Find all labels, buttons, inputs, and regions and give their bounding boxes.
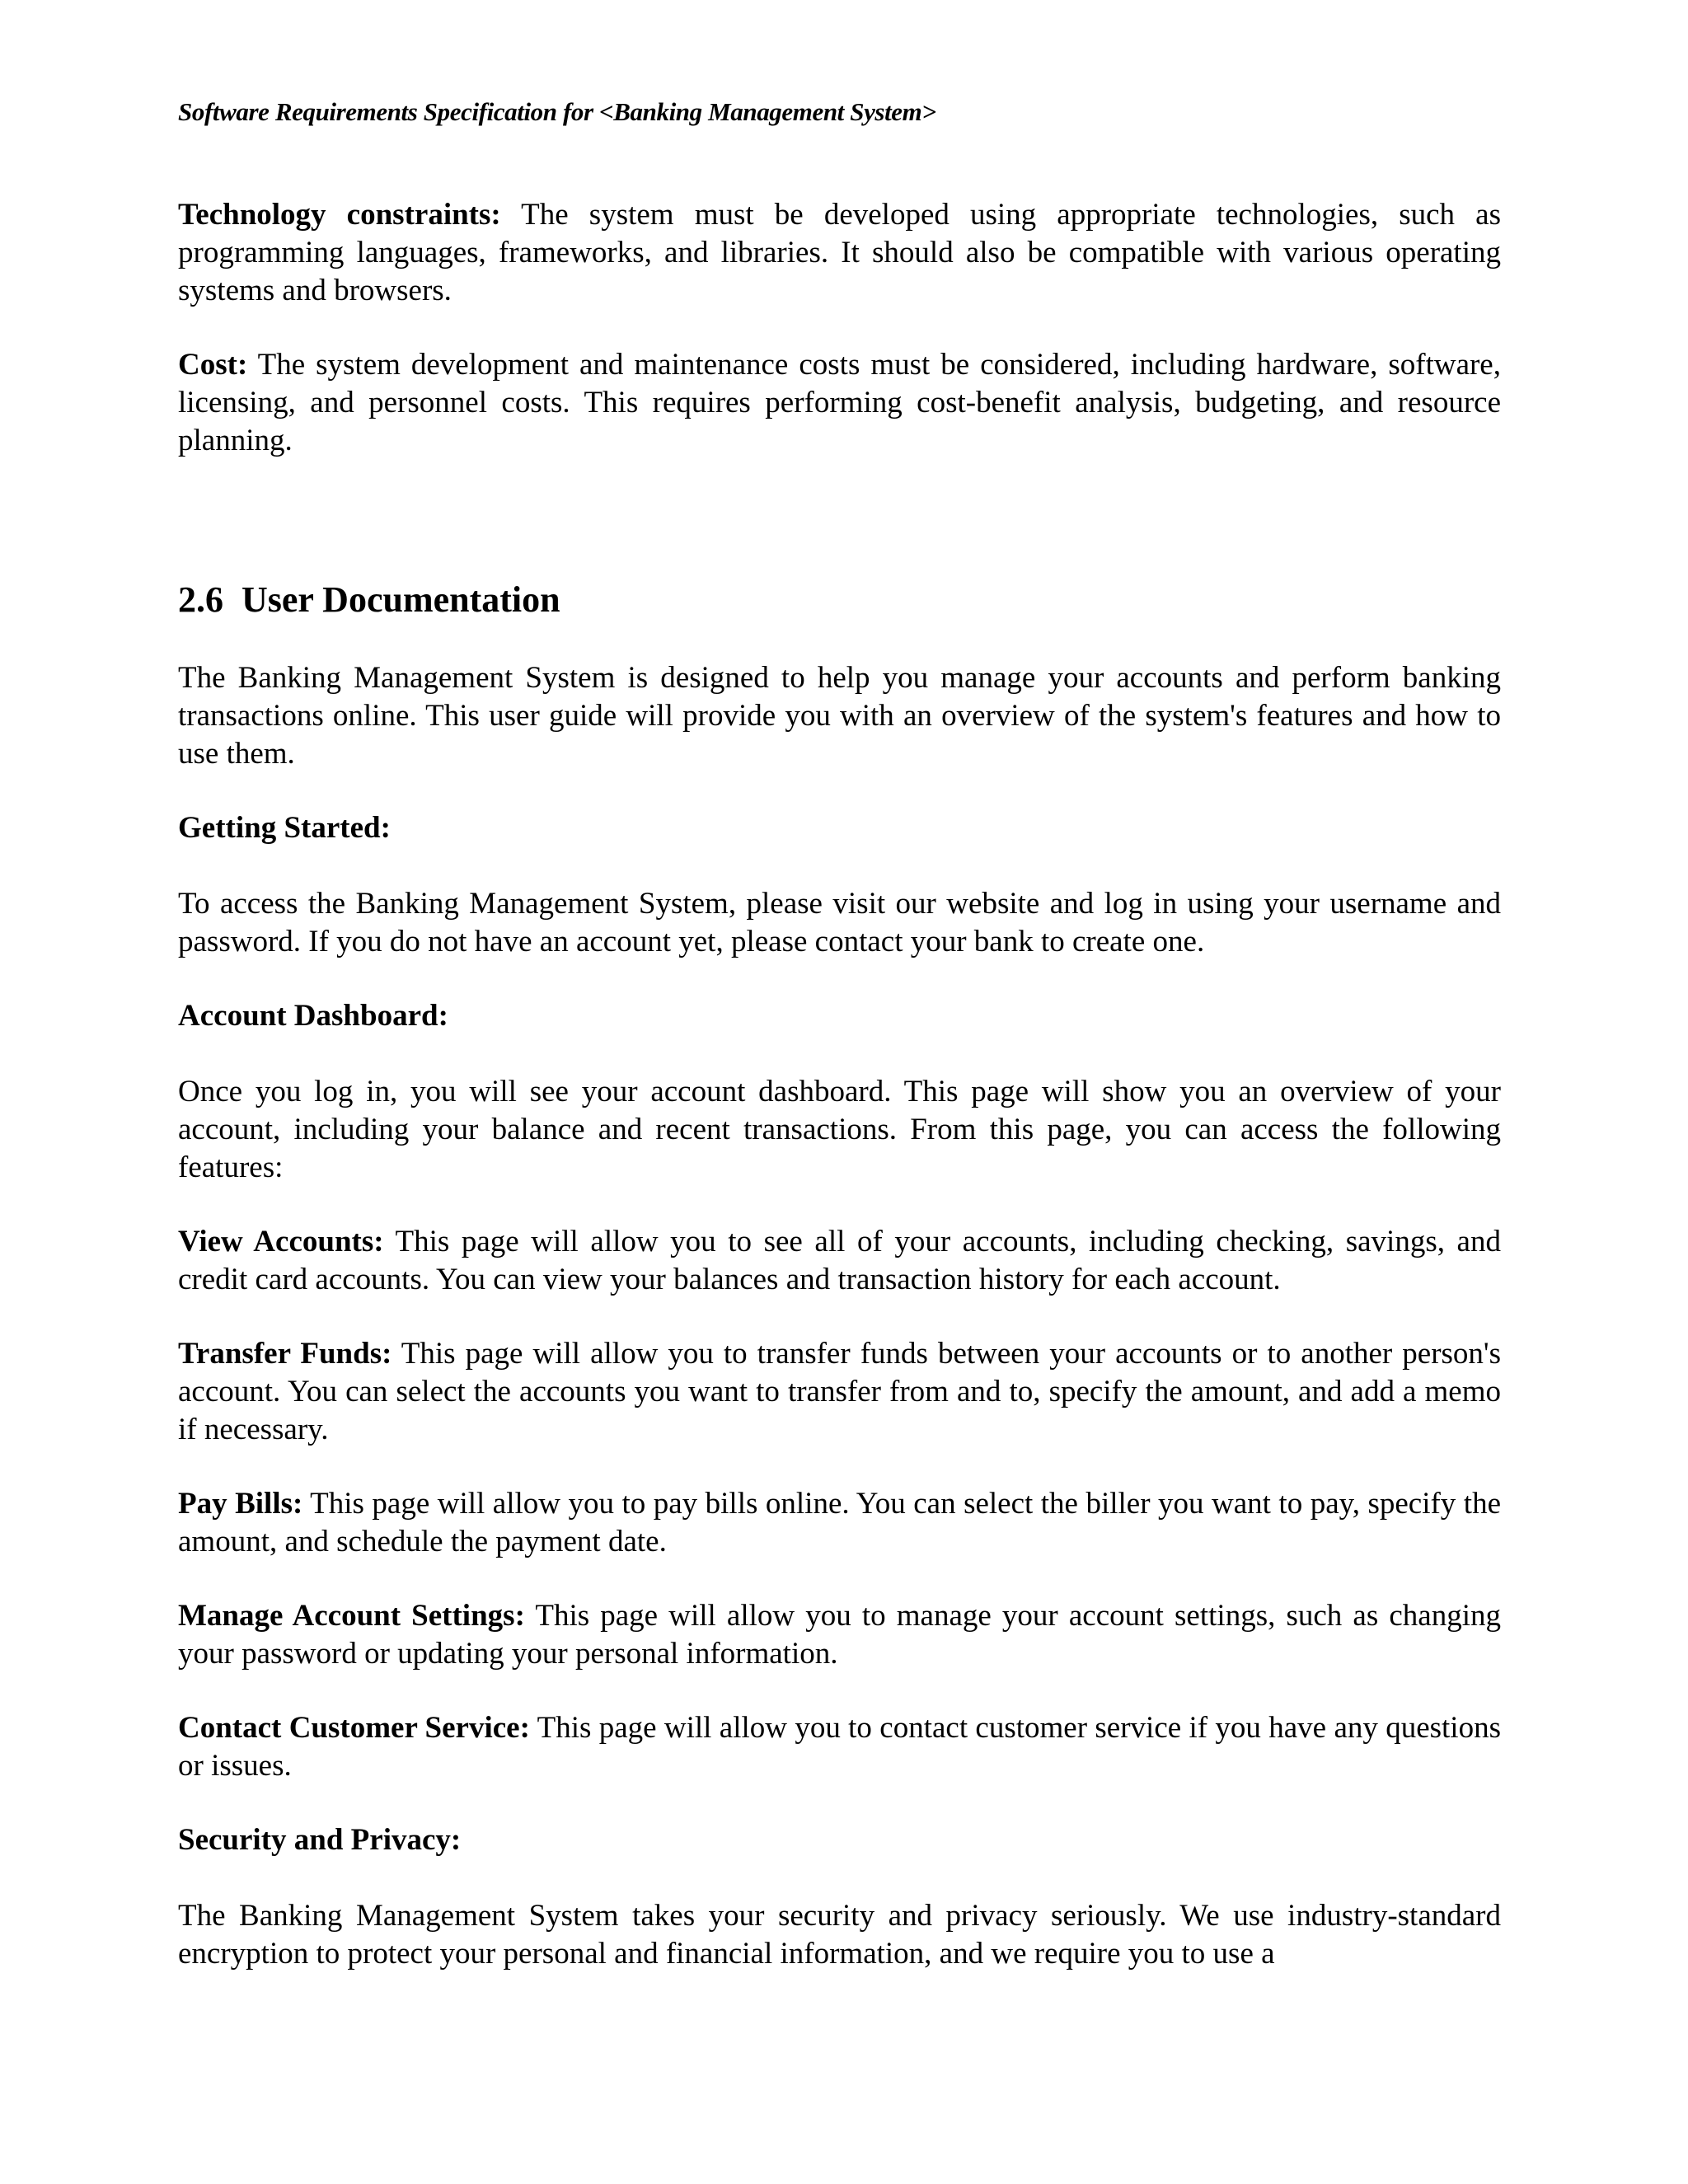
- running-header: Software Requirements Specification for <Banking Management System>: [178, 97, 936, 126]
- section-heading: [178, 577, 560, 623]
- section-number: 2.6: [178, 579, 223, 620]
- feature-label: Manage Account Settings:: [178, 1599, 525, 1633]
- feature-contact-customer-service: [178, 1709, 1501, 1785]
- feature-label: Transfer Funds:: [178, 1337, 392, 1371]
- account-dashboard-paragraph: Once you log in, you will see your account dashboard. This page will show you an overview of your account, including your balance and recent transactions. From this page, you can access the following features:: [178, 1075, 1501, 1184]
- feature-text: This page will allow you to pay bills online. You can select the biller you want to pay, specify the amount, and schedule the payment date.: [178, 1487, 1501, 1558]
- security-privacy-heading: Security and Privacy:: [178, 1823, 462, 1857]
- technology-constraints-text: The system must be developed using appropriate technologies, such as programming languages, frameworks, and libraries. It should also be compatible with various operating systems and browsers.: [178, 198, 1501, 307]
- account-dashboard-heading: Account Dashboard:: [178, 999, 448, 1033]
- feature-label: View Accounts:: [178, 1225, 384, 1258]
- feature-text: This page will allow you to transfer funds between your accounts or to another person's account. You can select the accounts you want to transfer from and to, specify the amount, and add a memo if necessary.: [178, 1337, 1501, 1446]
- technology-constraints-label: Technology constraints:: [178, 198, 501, 232]
- feature-label: Pay Bills:: [178, 1487, 303, 1521]
- getting-started-paragraph: To access the Banking Management System, please visit our website and log in using your username and password. If you do not have an account yet, please contact your bank to create one.: [178, 887, 1501, 958]
- feature-manage-account-settings: [178, 1597, 1501, 1673]
- feature-text: This page will allow you to see all of your accounts, including checking, savings, and credit card accounts. You can view your balances and transaction history for each account.: [178, 1225, 1501, 1296]
- feature-transfer-funds: [178, 1335, 1501, 1449]
- feature-view-accounts: [178, 1223, 1501, 1299]
- technology-constraints-paragraph: [178, 196, 1501, 310]
- intro-paragraph: The Banking Management System is designed to help you manage your accounts and perform banking transactions online. This user guide will provide you with an overview of the system's features and how to use them.: [178, 661, 1501, 771]
- cost-paragraph: [178, 346, 1501, 460]
- section-title: User Documentation: [241, 579, 560, 620]
- getting-started-heading: Getting Started:: [178, 811, 391, 845]
- cost-text: The system development and maintenance costs must be considered, including hardware, software, licensing, and personnel costs. This requires performing cost-benefit analysis, budgeting, and resource planning.: [178, 348, 1501, 457]
- security-privacy-paragraph: The Banking Management System takes your security and privacy seriously. We use industry-standard encryption to protect your personal and financial information, and we require you to use a: [178, 1899, 1501, 1971]
- feature-label: Contact Customer Service:: [178, 1711, 530, 1745]
- feature-text: This page will allow you to manage your account settings, such as changing your password or updating your personal information.: [178, 1599, 1501, 1671]
- feature-text: This page will allow you to contact customer service if you have any questions or issues.: [178, 1711, 1501, 1783]
- cost-label: Cost:: [178, 348, 248, 382]
- feature-pay-bills: [178, 1485, 1501, 1561]
